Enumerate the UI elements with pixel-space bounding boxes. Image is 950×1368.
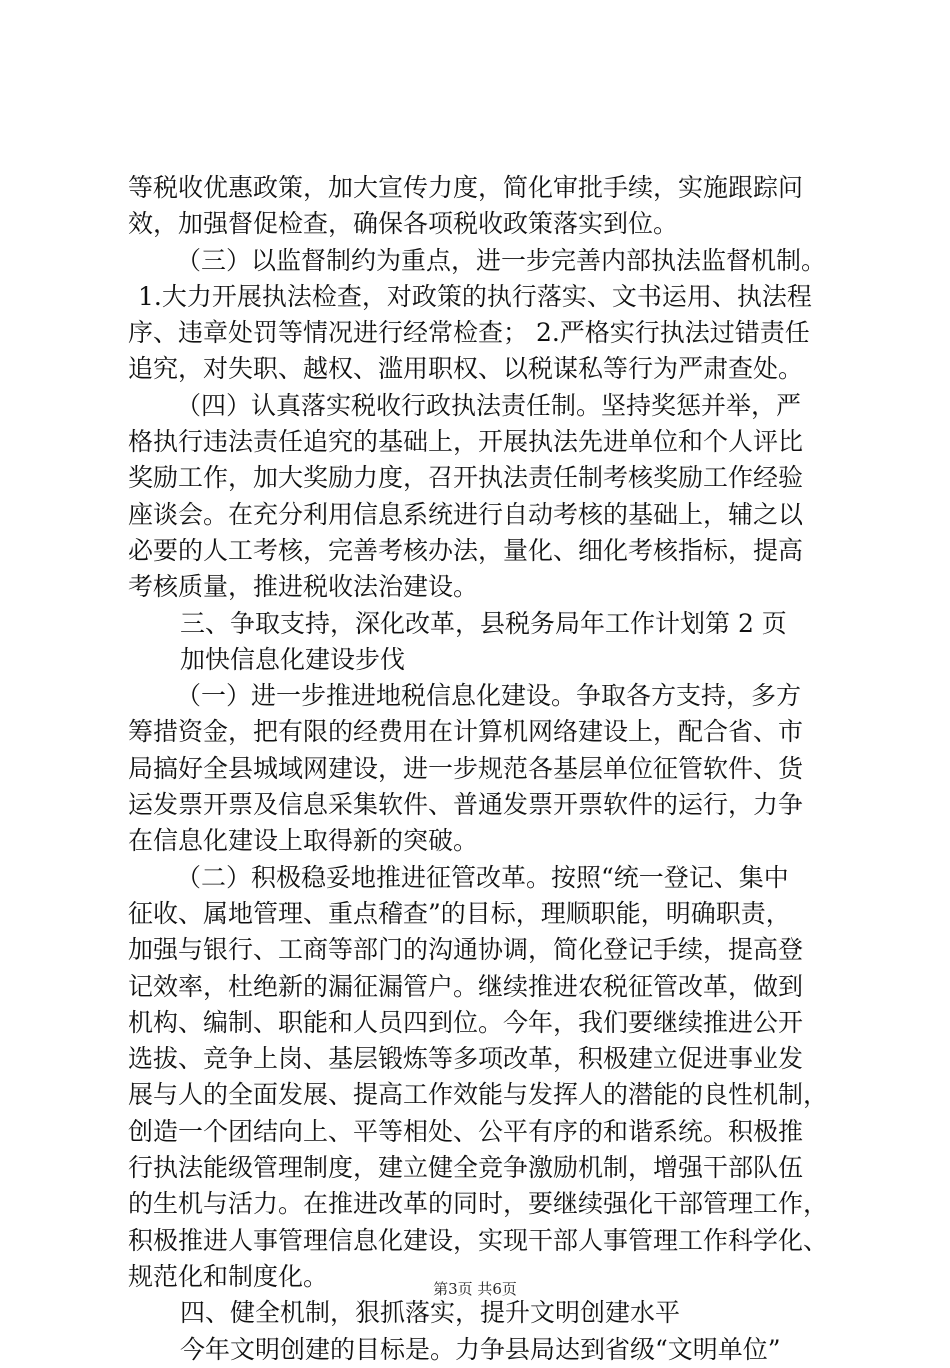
page-footer: 第3页 共6页 xyxy=(433,1280,517,1298)
text-line: （四）认真落实税收行政执法责任制。坚持奖惩并举，严 xyxy=(176,390,802,420)
text-line: （二）积极稳妥地推进征管改革。按照“统一登记、集中 xyxy=(176,862,789,892)
text-line: 效，加强督促检查，确保各项税收政策落实到位。 xyxy=(128,209,679,239)
text-line: （一）进一步推进地税信息化建设。争取各方支持，多方 xyxy=(176,681,802,711)
text-line: 格执行违法责任追究的基础上，开展执法先进单位和个人评比 xyxy=(128,427,804,457)
text-line: 今年文明创建的目标是。力争县局达到省级“文明单位” xyxy=(180,1334,781,1364)
text-line: 记效率，杜绝新的漏征漏管户。继续推进农税征管改革，做到 xyxy=(128,971,804,1001)
text-line: 三、争取支持，深化改革，县税务局年工作计划第 2 页 xyxy=(180,608,787,638)
text-line: 加强与银行、工商等部门的沟通协调，简化登记手续，提高登 xyxy=(128,935,804,965)
text-line: 行执法能级管理制度，建立健全竞争激励机制，增强干部队伍 xyxy=(128,1153,804,1183)
text-line: 选拔、竞争上岗、基层锻炼等多项改革，积极建立促进事业发 xyxy=(128,1044,804,1074)
text-line: 奖励工作，加大奖励力度，召开执法责任制考核奖励工作经验 xyxy=(128,463,804,493)
text-line: 座谈会。在充分利用信息系统进行自动考核的基础上，辅之以 xyxy=(128,499,804,529)
text-line: 在信息化建设上取得新的突破。 xyxy=(128,826,479,856)
text-line: 积极推进人事管理信息化建设，实现干部人事管理工作科学化、 xyxy=(128,1225,829,1255)
text-line: 1.大力开展执法检查，对政策的执行落实、文书运用、执法程 xyxy=(138,281,812,311)
text-line: 追究，对失职、越权、滥用职权、以税谋私等行为严肃查处。 xyxy=(128,354,804,384)
text-line: 序、违章处罚等情况进行经常检查； 2.严格实行执法过错责任 xyxy=(128,318,810,348)
text-line: 征收、属地管理、重点稽查”的目标，理顺职能，明确职责， xyxy=(128,898,791,928)
text-line: 创造一个团结向上、平等相处、公平有序的和谐系统。积极推 xyxy=(128,1116,804,1146)
text-line: 四、健全机制，狠抓落实，提升文明创建水平 xyxy=(180,1298,681,1328)
text-line: 规范化和制度化。 xyxy=(128,1261,329,1291)
text-line: 考核质量，推进税收法治建设。 xyxy=(128,572,479,602)
text-line: 的生机与活力。在推进改革的同时，要继续强化干部管理工作， xyxy=(128,1189,829,1219)
text-line: 筹措资金，把有限的经费用在计算机网络建设上，配合省、市 xyxy=(128,717,804,747)
text-line: 机构、编制、职能和人员四到位。今年，我们要继续推进公开 xyxy=(128,1007,804,1037)
text-line: （三）以监督制约为重点，进一步完善内部执法监督机制。 xyxy=(176,245,827,275)
text-line: 必要的人工考核，完善考核办法，量化、细化考核指标，提高 xyxy=(128,535,804,565)
text-line: 等税收优惠政策，加大宣传力度，简化审批手续，实施跟踪问 xyxy=(128,173,804,202)
body-text xyxy=(128,170,840,1368)
text-line: 局搞好全县城域网建设，进一步规范各基层单位征管软件、货 xyxy=(128,753,804,783)
text-line: 加快信息化建设步伐 xyxy=(180,644,406,674)
text-line: 运发票开票及信息采集软件、普通发票开票软件的运行，力争 xyxy=(128,790,804,820)
text-line: 展与人的全面发展、提高工作效能与发挥人的潜能的良性机制， xyxy=(128,1080,829,1110)
